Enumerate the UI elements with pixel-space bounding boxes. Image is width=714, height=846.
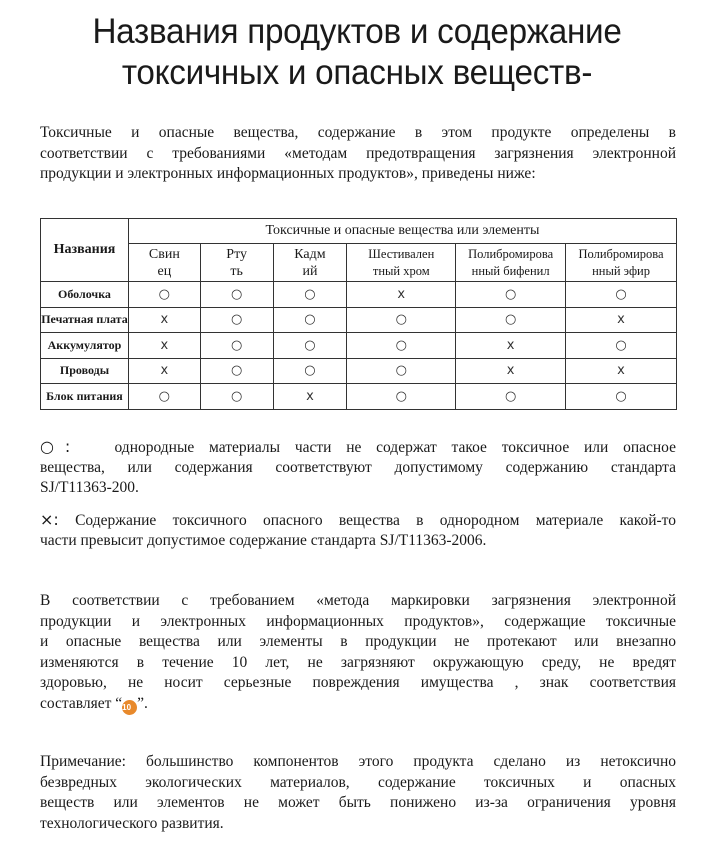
legend-circle [40,437,676,499]
table-cell: ○ [566,384,677,410]
note-paragraph [40,752,676,834]
column-header [128,244,200,282]
table-cell: x [566,307,677,333]
column-header-line: ий [302,263,318,279]
column-header-line: тный хром [372,263,430,278]
column-header-line: Кадм [294,246,326,262]
table-cell: ○ [200,333,273,359]
page-title-line-1: Названия продуктов и содержание [92,12,622,51]
column-header-line: нный бифенил [471,263,550,278]
table-row [41,358,677,384]
cross-symbol: ×: [40,510,59,529]
column-header [456,244,566,282]
table-cell: ○ [200,384,273,410]
legend-cross [40,510,676,551]
table-cell: ○ [273,307,347,333]
column-header-line: ец [157,263,172,279]
text-line: технологического развития. [40,814,224,832]
table-row [41,307,677,333]
text-line: и опасные вещества или элементы в продукции не протекают или внезапно [40,633,676,650]
text-line: Токсичные и опасные вещества, содержание в этом продукте определены в [40,124,676,141]
row-name: Печатная плата [41,307,129,333]
table-cell: ○ [273,282,347,308]
table-cell: ○ [456,307,566,333]
text-line: веществ или элементов не может быть понижено из-за ограничения уровня [40,794,676,811]
row-name: Блок питания [41,384,129,410]
table-cell: x [566,358,677,384]
column-header-line: Полибромирова [578,246,664,261]
text-line: SJ/T11363-200. [40,479,139,496]
column-header-line: ть [230,263,243,279]
table-cell: ○ [456,282,566,308]
row-name: Проводы [41,358,129,384]
table-cell: ○ [128,384,200,410]
text-line: безвредных экологических материалов, содержание токсичных и опасных [40,773,676,791]
intro-paragraph [40,123,676,185]
group-header: Токсичные и опасные вещества или элементы [128,219,676,244]
column-header-line: Рту [226,246,248,262]
table-cell: ○ [200,358,273,384]
text-line: продукции и электронных информационных продуктов», содержащие токсичные [40,612,676,630]
column-header [566,244,677,282]
table-cell: ○ [347,307,456,333]
table-cell: ○ [566,333,677,359]
column-header [273,244,347,282]
table-cell: ○ [347,358,456,384]
text-line: продукции и электронных информационных продуктов», приведены ниже: [40,165,536,182]
table-cell: x [456,358,566,384]
table-cell: ○ [456,384,566,410]
text-line: вещества, или содержания соответствуют допустимому содержанию стандарта [40,458,676,476]
table-cell: ○ [128,282,200,308]
column-header [200,244,273,282]
table-cell: x [128,358,200,384]
circle-symbol: ○: [40,437,71,456]
table-cell: x [347,282,456,308]
text-line: однородные материалы части не содержат такое токсичное или опасное [114,439,676,456]
text: ”. [137,694,148,712]
table-row [41,333,677,359]
table-cell: ○ [273,358,347,384]
table-cell: x [128,307,200,333]
column-header-line: Свин [148,246,180,262]
eco-10-logo-icon: 10 [122,700,137,715]
page-title-line-2: токсичных и опасных веществ- [121,53,593,92]
table-cell: ○ [200,282,273,308]
table-row [41,384,677,410]
names-header: Названия [41,219,129,282]
column-header-line: Шестивален [368,246,435,261]
table-cell: x [273,384,347,410]
column-header-line: Полибромирова [468,246,554,261]
row-name: Оболочка [41,282,129,308]
row-name: Аккумулятор [41,333,129,359]
table-cell: ○ [347,384,456,410]
table-cell: x [128,333,200,359]
text-line: здоровью, не носит серьезные повреждения имущества , знак соответствия [40,674,676,691]
column-header-line: нный эфир [592,263,650,278]
text: составляет “ [40,694,123,712]
text-line: изменяются в течение 10 лет, не загрязняют окружающую среду, не вредят [40,653,676,671]
table-cell: ○ [566,282,677,308]
table-cell: ○ [200,307,273,333]
table-row [41,282,677,308]
text-line: соответствии с требованиями «методам предотвращения загрязнения электронной [40,144,676,162]
text-line: части превысит допустимое содержание стандарта SJ/T11363-2006. [40,531,487,549]
text-line: Содержание токсичного опасного вещества в однородном материале какой-то [75,512,676,529]
text-line: Примечание: большинство компонентов этого продукта сделано из нетоксично [40,753,676,770]
table-cell: x [456,333,566,359]
table-cell: ○ [273,333,347,359]
substances-table [40,218,677,410]
column-header [347,244,456,282]
text-line: В соответствии с требованием «метода маркировки загрязнения электронной [40,592,676,609]
table-cell: ○ [347,333,456,359]
marking-paragraph [40,591,676,714]
